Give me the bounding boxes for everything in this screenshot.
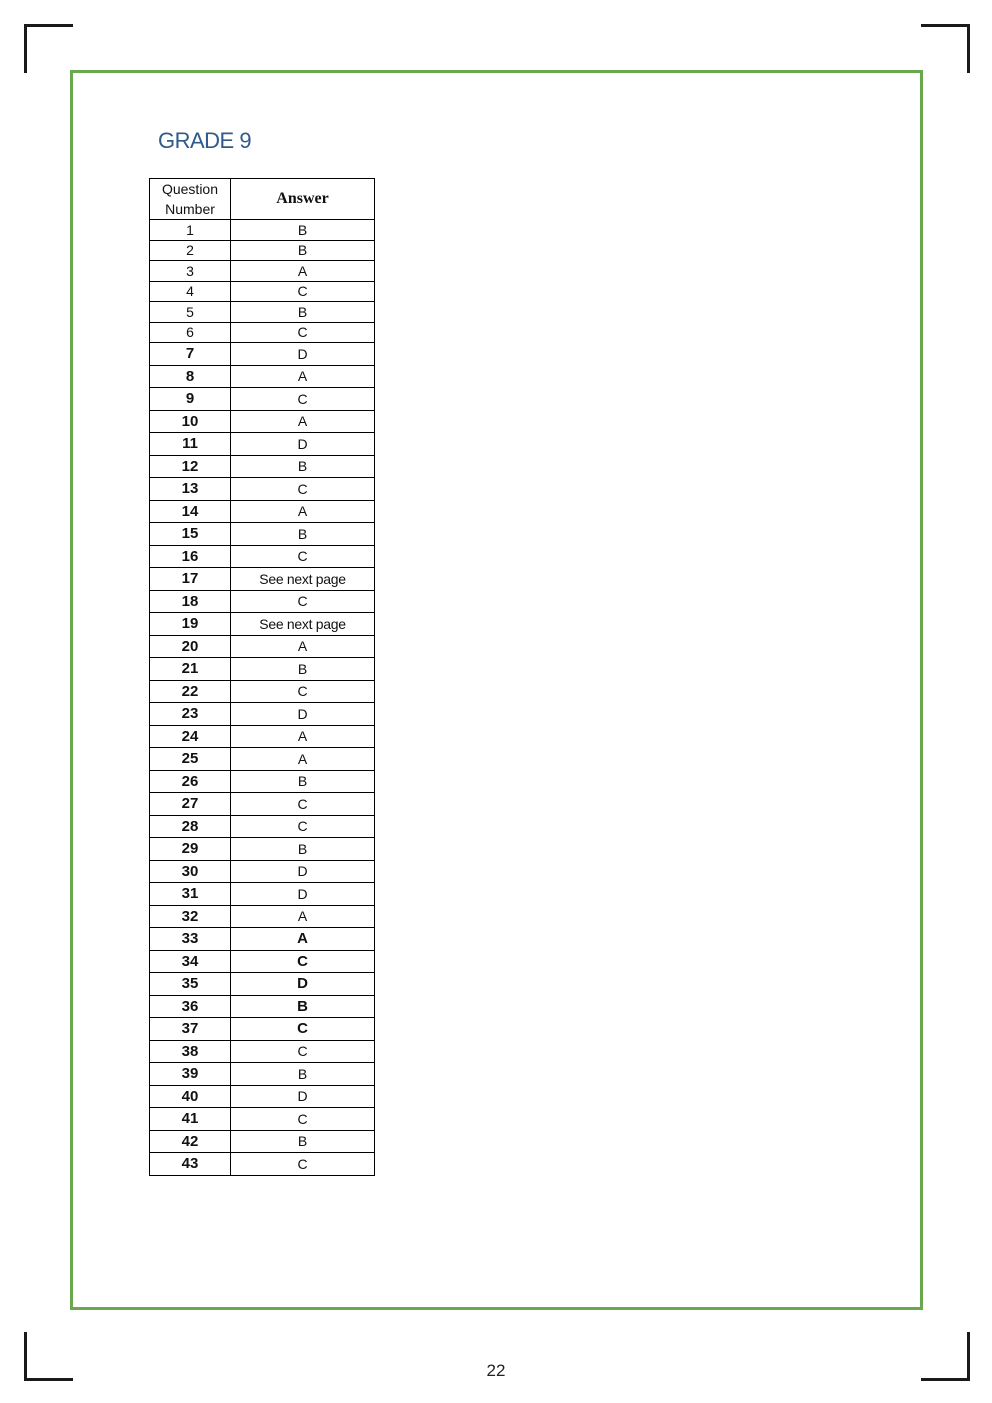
table-row — [150, 1018, 375, 1041]
page-number: 22 — [486, 1361, 506, 1380]
table-row — [150, 433, 375, 456]
table-row — [150, 281, 375, 302]
table-row — [150, 815, 375, 838]
answer-cell: B — [231, 523, 375, 546]
table-row — [150, 905, 375, 928]
table-row — [150, 973, 375, 996]
question-number-cell: 14 — [150, 500, 231, 523]
table-row — [150, 590, 375, 613]
table-row — [150, 1085, 375, 1108]
answer-cell: C — [231, 545, 375, 568]
question-number-cell: 8 — [150, 365, 231, 388]
answer-cell: C — [231, 478, 375, 501]
table-row — [150, 455, 375, 478]
answer-cell: B — [231, 455, 375, 478]
question-number-cell: 39 — [150, 1063, 231, 1086]
question-number-cell: 24 — [150, 725, 231, 748]
question-number-cell: 11 — [150, 433, 231, 456]
table-row — [150, 545, 375, 568]
question-number-cell: 22 — [150, 680, 231, 703]
question-number-cell: 37 — [150, 1018, 231, 1041]
table-row — [150, 322, 375, 343]
answer-cell: D — [231, 433, 375, 456]
question-number-cell: 23 — [150, 703, 231, 726]
table-row — [150, 995, 375, 1018]
answer-cell: D — [231, 860, 375, 883]
answer-cell: B — [231, 770, 375, 793]
question-number-cell: 19 — [150, 613, 231, 636]
table-row — [150, 770, 375, 793]
question-number-cell: 41 — [150, 1108, 231, 1131]
table-row — [150, 1040, 375, 1063]
answer-cell: B — [231, 302, 375, 323]
question-number-cell: 7 — [150, 343, 231, 366]
question-number-cell: 30 — [150, 860, 231, 883]
answer-header: Answer — [231, 179, 375, 220]
answer-cell: B — [231, 240, 375, 261]
question-number-cell: 27 — [150, 793, 231, 816]
question-number-cell: 10 — [150, 410, 231, 433]
table-row — [150, 1108, 375, 1131]
table-row — [150, 950, 375, 973]
table-row — [150, 680, 375, 703]
table-row — [150, 568, 375, 591]
table-row — [150, 220, 375, 241]
question-number-header-label: Question Number — [161, 181, 219, 217]
table-row — [150, 388, 375, 411]
question-number-cell: 35 — [150, 973, 231, 996]
question-number-cell: 5 — [150, 302, 231, 323]
answer-cell: A — [231, 905, 375, 928]
question-number-cell: 18 — [150, 590, 231, 613]
question-number-cell: 17 — [150, 568, 231, 591]
table-row — [150, 613, 375, 636]
question-number-cell: 1 — [150, 220, 231, 241]
answer-cell: C — [231, 1153, 375, 1176]
question-number-cell: 26 — [150, 770, 231, 793]
question-number-cell: 12 — [150, 455, 231, 478]
question-number-cell: 32 — [150, 905, 231, 928]
answer-cell: C — [231, 1108, 375, 1131]
question-number-cell: 31 — [150, 883, 231, 906]
answer-cell: B — [231, 1063, 375, 1086]
table-row — [150, 793, 375, 816]
table-row — [150, 658, 375, 681]
answer-cell: A — [231, 410, 375, 433]
answer-cell: C — [231, 793, 375, 816]
question-number-cell: 13 — [150, 478, 231, 501]
table-row — [150, 883, 375, 906]
question-number-cell: 20 — [150, 635, 231, 658]
table-row — [150, 343, 375, 366]
question-number-cell: 33 — [150, 928, 231, 951]
question-number-cell: 4 — [150, 281, 231, 302]
answer-cell: C — [231, 322, 375, 343]
table-row — [150, 860, 375, 883]
table-row — [150, 703, 375, 726]
answer-cell: A — [231, 928, 375, 951]
answer-cell: A — [231, 635, 375, 658]
answer-cell: See next page — [231, 613, 375, 636]
question-number-cell: 38 — [150, 1040, 231, 1063]
answer-cell: C — [231, 950, 375, 973]
answer-cell: A — [231, 725, 375, 748]
table-header-row — [150, 179, 375, 220]
crop-mark-top-right — [921, 24, 970, 73]
question-number-cell: 21 — [150, 658, 231, 681]
answer-cell: C — [231, 680, 375, 703]
question-number-cell: 6 — [150, 322, 231, 343]
answer-cell: B — [231, 1130, 375, 1153]
table-row — [150, 410, 375, 433]
answer-cell: C — [231, 1040, 375, 1063]
table-row — [150, 302, 375, 323]
answer-cell: C — [231, 815, 375, 838]
question-number-cell: 42 — [150, 1130, 231, 1153]
answer-cell: See next page — [231, 568, 375, 591]
question-number-cell: 36 — [150, 995, 231, 1018]
table-row — [150, 261, 375, 282]
answer-cell: B — [231, 995, 375, 1018]
question-number-cell: 28 — [150, 815, 231, 838]
answer-cell: D — [231, 883, 375, 906]
table-row — [150, 1130, 375, 1153]
crop-mark-top-left — [24, 24, 73, 73]
answer-cell: A — [231, 500, 375, 523]
answer-cell: A — [231, 261, 375, 282]
question-number-cell: 3 — [150, 261, 231, 282]
question-number-cell: 15 — [150, 523, 231, 546]
answer-cell: D — [231, 703, 375, 726]
table-row — [150, 838, 375, 861]
table-row — [150, 928, 375, 951]
question-number-cell: 25 — [150, 748, 231, 771]
table-row — [150, 748, 375, 771]
answer-cell: B — [231, 838, 375, 861]
answer-cell: C — [231, 590, 375, 613]
question-number-cell: 2 — [150, 240, 231, 261]
table-row — [150, 240, 375, 261]
table-row — [150, 478, 375, 501]
answer-cell: C — [231, 1018, 375, 1041]
question-number-header — [150, 179, 231, 220]
answer-cell: A — [231, 365, 375, 388]
table-row — [150, 1153, 375, 1176]
question-number-cell: 9 — [150, 388, 231, 411]
table-row — [150, 1063, 375, 1086]
page-title: GRADE 9 — [158, 128, 252, 153]
table-row — [150, 635, 375, 658]
answer-cell: D — [231, 973, 375, 996]
question-number-cell: 16 — [150, 545, 231, 568]
answer-key-table — [149, 178, 375, 1176]
question-number-cell: 43 — [150, 1153, 231, 1176]
answer-cell: A — [231, 748, 375, 771]
table-row — [150, 523, 375, 546]
answer-cell: C — [231, 281, 375, 302]
answer-cell: B — [231, 658, 375, 681]
question-number-cell: 40 — [150, 1085, 231, 1108]
question-number-cell: 34 — [150, 950, 231, 973]
table-row — [150, 365, 375, 388]
question-number-cell: 29 — [150, 838, 231, 861]
table-row — [150, 725, 375, 748]
answer-cell: D — [231, 343, 375, 366]
answer-cell: B — [231, 220, 375, 241]
answer-cell: D — [231, 1085, 375, 1108]
answer-cell: C — [231, 388, 375, 411]
table-row — [150, 500, 375, 523]
